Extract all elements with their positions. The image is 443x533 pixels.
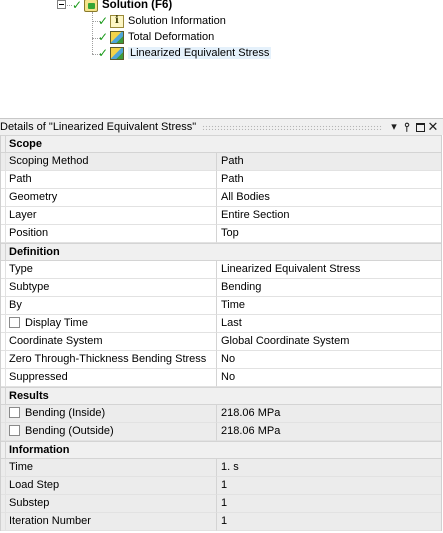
- close-icon[interactable]: ✕: [427, 119, 439, 134]
- row-gutter: [1, 423, 6, 441]
- result-cube-icon: [110, 47, 124, 60]
- property-row[interactable]: [1, 171, 441, 189]
- property-value[interactable]: Bending: [217, 279, 441, 297]
- row-gutter: [1, 279, 6, 297]
- property-value[interactable]: Linearized Equivalent Stress: [217, 261, 441, 279]
- property-row[interactable]: [1, 369, 441, 387]
- property-value[interactable]: All Bodies: [217, 189, 441, 207]
- property-value: 218.06 MPa: [217, 405, 441, 423]
- row-gutter: [1, 333, 6, 351]
- property-row[interactable]: [1, 297, 441, 315]
- property-value: 1. s: [217, 459, 441, 477]
- property-row[interactable]: [1, 423, 441, 441]
- checkmark-icon: ✓: [72, 0, 83, 12]
- property-name: Bending (Inside): [25, 407, 106, 419]
- section-scope[interactable]: [1, 135, 441, 153]
- property-row[interactable]: [1, 225, 441, 243]
- property-name: Bending (Outside): [25, 425, 114, 437]
- section-marker: [1, 442, 6, 458]
- details-title: Details of "Linearized Equivalent Stress": [0, 121, 197, 133]
- property-row[interactable]: [1, 189, 441, 207]
- row-gutter: [1, 297, 6, 315]
- tree-item-label: Total Deformation: [128, 31, 215, 43]
- row-gutter: [1, 513, 6, 531]
- row-gutter: [1, 315, 6, 333]
- property-name: Coordinate System: [1, 333, 217, 351]
- details-grid: [0, 135, 442, 531]
- row-gutter: [1, 189, 6, 207]
- tree-item-label: Solution (F6): [102, 0, 173, 11]
- property-value[interactable]: Last: [217, 315, 441, 333]
- property-value: 218.06 MPa: [217, 423, 441, 441]
- property-name: Layer: [1, 207, 217, 225]
- section-definition[interactable]: [1, 243, 441, 261]
- row-gutter: [1, 369, 6, 387]
- property-row[interactable]: [1, 315, 441, 333]
- section-results[interactable]: [1, 387, 441, 405]
- section-marker: [1, 388, 6, 404]
- result-cube-icon: [110, 31, 124, 44]
- row-gutter: [1, 171, 6, 189]
- details-panel: [0, 118, 443, 533]
- section-label: Definition: [9, 246, 60, 258]
- property-name-with-checkbox: [1, 405, 217, 423]
- section-label: Results: [9, 390, 49, 402]
- tree-connector: [92, 12, 93, 54]
- property-name: Load Step: [1, 477, 217, 495]
- row-gutter: [1, 351, 6, 369]
- details-titlebar: [0, 118, 443, 135]
- row-gutter: [1, 207, 6, 225]
- property-row[interactable]: [1, 153, 441, 171]
- property-value[interactable]: Top: [217, 225, 441, 243]
- property-name: Subtype: [1, 279, 217, 297]
- pin-icon[interactable]: ⫯: [404, 120, 410, 134]
- property-name: Scoping Method: [1, 153, 217, 171]
- property-row[interactable]: [1, 279, 441, 297]
- property-value[interactable]: Path: [217, 153, 441, 171]
- property-name: Geometry: [1, 189, 217, 207]
- row-gutter: [1, 459, 6, 477]
- checkmark-icon: ✓: [98, 30, 109, 44]
- property-value: 1: [217, 477, 441, 495]
- section-marker: [1, 136, 6, 152]
- property-row[interactable]: [1, 261, 441, 279]
- tree-item-label: Linearized Equivalent Stress: [130, 47, 270, 59]
- tree-item-solution-information[interactable]: [98, 13, 226, 29]
- property-row[interactable]: [1, 405, 441, 423]
- property-name: Time: [1, 459, 217, 477]
- bending-outside-checkbox[interactable]: [9, 425, 20, 436]
- tree-item-total-deformation[interactable]: [98, 29, 214, 45]
- tree-item-label: Solution Information: [128, 15, 226, 27]
- section-information[interactable]: [1, 441, 441, 459]
- property-value[interactable]: Global Coordinate System: [217, 333, 441, 351]
- solution-icon: [84, 0, 98, 12]
- collapse-toggle[interactable]: [57, 0, 66, 9]
- row-gutter: [1, 261, 6, 279]
- property-name: Type: [1, 261, 217, 279]
- property-value[interactable]: Time: [217, 297, 441, 315]
- property-value[interactable]: Path: [217, 171, 441, 189]
- maximize-icon[interactable]: [414, 120, 426, 134]
- property-name: Substep: [1, 495, 217, 513]
- property-name: Suppressed: [1, 369, 217, 387]
- info-icon: [110, 15, 124, 28]
- bending-inside-checkbox[interactable]: [9, 407, 20, 418]
- property-name: Path: [1, 171, 217, 189]
- property-name-with-checkbox: [1, 315, 217, 333]
- property-name: By: [1, 297, 217, 315]
- row-gutter: [1, 153, 6, 171]
- property-row[interactable]: [1, 477, 441, 495]
- property-row[interactable]: [1, 333, 441, 351]
- property-name: Display Time: [25, 317, 88, 329]
- property-name: Iteration Number: [1, 513, 217, 531]
- property-row[interactable]: [1, 513, 441, 531]
- property-value: 1: [217, 495, 441, 513]
- drag-grip[interactable]: [202, 125, 382, 130]
- dropdown-arrow-icon[interactable]: ▾: [391, 121, 397, 133]
- row-gutter: [1, 225, 6, 243]
- property-value[interactable]: Entire Section: [217, 207, 441, 225]
- tree-item-linearized-equivalent-stress[interactable]: [98, 45, 271, 61]
- row-gutter: [1, 405, 6, 423]
- section-label: Scope: [9, 138, 43, 150]
- property-value[interactable]: No: [217, 369, 441, 387]
- property-name: Position: [1, 225, 217, 243]
- property-row[interactable]: [1, 351, 441, 369]
- display-time-checkbox[interactable]: [9, 317, 20, 328]
- row-gutter: [1, 477, 6, 495]
- property-row[interactable]: [1, 207, 441, 225]
- checkmark-icon: ✓: [98, 46, 109, 60]
- property-value: 1: [217, 513, 441, 531]
- tree-item-solution[interactable]: [72, 0, 172, 13]
- section-marker: [1, 244, 6, 260]
- property-row[interactable]: [1, 495, 441, 513]
- property-name-with-checkbox: [1, 423, 217, 441]
- outline-tree: [0, 0, 443, 118]
- property-row[interactable]: [1, 459, 441, 477]
- row-gutter: [1, 495, 6, 513]
- section-label: Information: [9, 444, 70, 456]
- property-value[interactable]: No: [217, 351, 441, 369]
- property-name: Zero Through-Thickness Bending Stress: [1, 351, 217, 369]
- checkmark-icon: ✓: [98, 14, 109, 28]
